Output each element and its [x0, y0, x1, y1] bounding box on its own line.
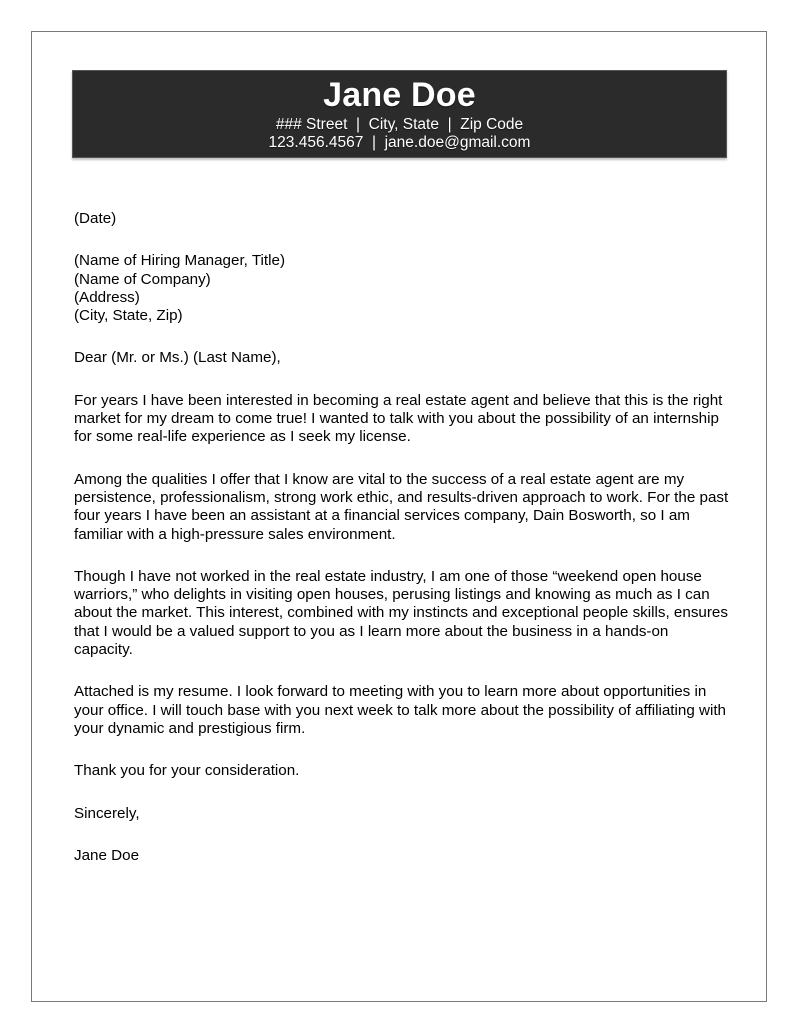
recipient-address: (Address) — [74, 288, 140, 306]
salutation: Dear (Mr. or Ms.) (Last Name), — [74, 349, 281, 367]
signature-name: Jane Doe — [74, 846, 140, 864]
paragraph-thanks: Thank you for your consideration. — [74, 762, 300, 780]
recipient-company: (Name of Company) — [74, 270, 211, 288]
paragraph-closing-request: Attached is my resume. I look forward to meeting with you to learn more about opportunities in your office. I will touch base with you next week to talk more about the possibility of affiliating with your dynamic and prestigious firm. — [74, 683, 726, 737]
recipient-name-title: (Name of Hiring Manager, Title) — [74, 252, 286, 270]
letter-body — [74, 210, 730, 889]
sender-name: Jane Doe — [323, 76, 476, 114]
paragraph-interest: Though I have not worked in the real estate industry, I am one of those “weekend open house warriors,” who delights in visiting open houses, perusing listings and knowing as much as I can about the market. This interest, combined with my instincts and exceptional people skills, ensures that I would be a valued support to you as I learn more about the business in a hands-on capacity. — [74, 567, 728, 659]
paragraph-qualities: Among the qualities I offer that I know are vital to the success of a real estate agent are my persistence, professionalism, strong work ethic, and results-driven approach to work. For the past four years I have been an assistant at a financial services company, Dain Bosworth, so I am familiar with a high-pressure sales environment. — [74, 470, 729, 543]
closing: Sincerely, — [74, 804, 140, 822]
paragraph-intro: For years I have been interested in becoming a real estate agent and believe that this is the right market for my dream to come true! I wanted to talk with you about the possibility of an internship for some real-life experience as I seek my license. — [74, 391, 723, 446]
letterhead-banner — [72, 70, 727, 158]
recipient-city-state-zip: (City, State, Zip) — [74, 307, 183, 325]
letter-date: (Date) — [74, 210, 117, 227]
sender-address: ### Street | City, State | Zip Code — [275, 116, 524, 133]
sender-contact: 123.456.4567 | jane.doe@gmail.com — [268, 134, 531, 151]
